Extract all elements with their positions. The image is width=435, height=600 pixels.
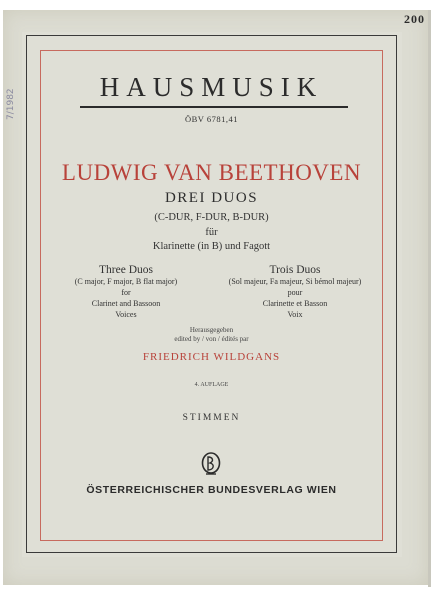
french-voices: Voix <box>287 310 303 319</box>
editor-name: FRIEDRICH WILDGANS <box>142 351 281 363</box>
english-for: for <box>121 288 131 297</box>
catalog-number: ÖBV 6781,41 <box>184 114 239 124</box>
french-for: pour <box>287 288 303 297</box>
french-instruments: Clarinette et Basson <box>262 299 328 308</box>
stock-number: 200 <box>404 12 425 26</box>
english-column <box>52 264 200 320</box>
obv-monogram-icon <box>201 452 221 476</box>
english-voices: Voices <box>115 310 137 319</box>
title-underline <box>80 106 348 108</box>
composer-name: LUDWIG VAN BEETHOVEN <box>61 160 362 185</box>
english-title: Three Duos <box>99 264 153 276</box>
for-german: für <box>205 227 218 238</box>
edited-label: Herausgegeben <box>189 326 234 334</box>
english-instruments: Clarinet and Bassoon <box>91 299 161 308</box>
pencil-annotation: 7/1982 <box>6 88 16 120</box>
edition-note: 4. AUFLAGE <box>194 382 229 388</box>
work-title: DREI DUOS <box>164 190 259 206</box>
series-title: HAUSMUSIK <box>99 72 324 102</box>
french-column <box>205 264 385 320</box>
background-margin <box>3 585 428 600</box>
english-keys: (C major, F major, B flat major) <box>74 277 178 286</box>
publisher-name: ÖSTERREICHISCHER BUNDESVERLAG WIEN <box>86 484 337 496</box>
french-title: Trois Duos <box>269 264 321 276</box>
french-keys: (Sol majeur, Fa majeur, Si bémol majeur) <box>228 277 362 286</box>
instruments-german: Klarinette (in B) und Fagott <box>152 241 271 252</box>
parts-label: STIMMEN <box>182 413 241 423</box>
keys-german: (C-DUR, F-DUR, B-DUR) <box>154 212 269 223</box>
edited-by-line: edited by / von / édités par <box>174 335 249 343</box>
